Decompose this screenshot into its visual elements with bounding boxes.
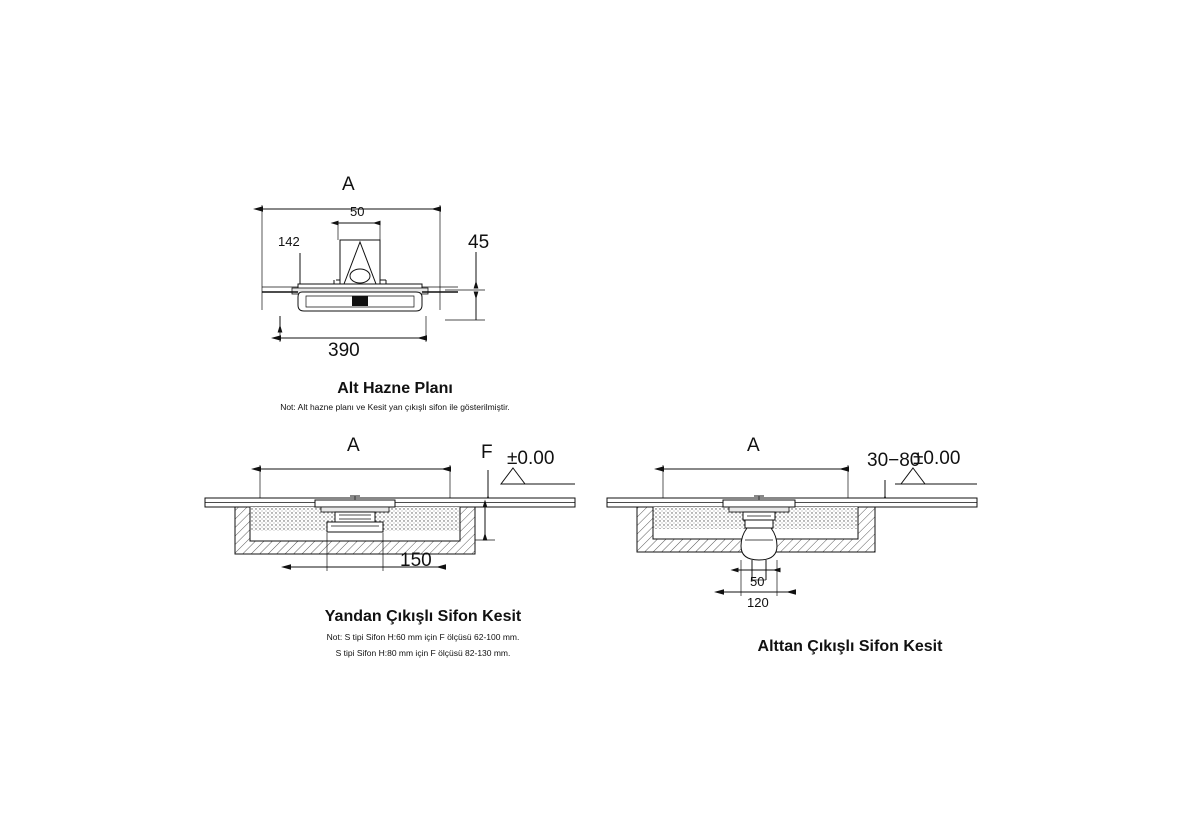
plan-dim-a: A [342, 174, 355, 195]
view-alttan-cikisli-sifon-kesit [595, 435, 995, 630]
caption-alttan-cikisli: Alttan Çıkışlı Sifon Kesit [757, 638, 943, 655]
plan-dim-142: 142 [278, 234, 300, 249]
side-dim-f: F [481, 442, 493, 463]
view-yandan-cikisli-sifon-kesit [195, 435, 595, 600]
channel-body [262, 284, 458, 311]
dim-50 [738, 562, 780, 574]
caption-yandan-cikisli: Yandan Çıkışlı Sifon Kesit [324, 608, 522, 625]
note-alt-hazne-plani: Not: Alt hazne planı ve Kesit yan çıkışlı sifon ile gösterilmiştir. [280, 402, 510, 412]
dim-50 [338, 223, 380, 240]
note-yandan-2: S tipi Sifon H:80 mm için F ölçüsü 82-130 mm. [335, 648, 511, 658]
side-level-label: ±0.00 [507, 448, 555, 469]
dim-390 [280, 316, 426, 342]
bottom-dim-50: 50 [750, 574, 765, 589]
dim-45 [445, 252, 485, 320]
side-dim-a: A [347, 435, 360, 456]
note-yandan-1: Not: S tipi Sifon H:60 mm için F ölçüsü 62-100 mm. [326, 632, 520, 642]
bottom-level-label: ±0.00 [913, 448, 961, 469]
dim-f-and-level [478, 468, 575, 502]
bottom-dim-a: A [747, 435, 760, 456]
dim-screed-and-level [885, 468, 977, 502]
bottom-dim-120: 120 [747, 595, 769, 610]
view-alt-hazne-plani [240, 174, 540, 370]
caption-alt-hazne-plani: Alt Hazne Planı [337, 380, 453, 397]
plan-drawing [240, 180, 540, 370]
plan-dim-50: 50 [350, 204, 365, 219]
channel-and-bottom-trap [723, 496, 795, 580]
plan-dim-45: 45 [468, 232, 490, 253]
side-dim-150: 150 [400, 550, 432, 571]
bottom-dim-screed: 30−80 [867, 450, 921, 471]
plan-dim-390: 390 [328, 340, 360, 361]
